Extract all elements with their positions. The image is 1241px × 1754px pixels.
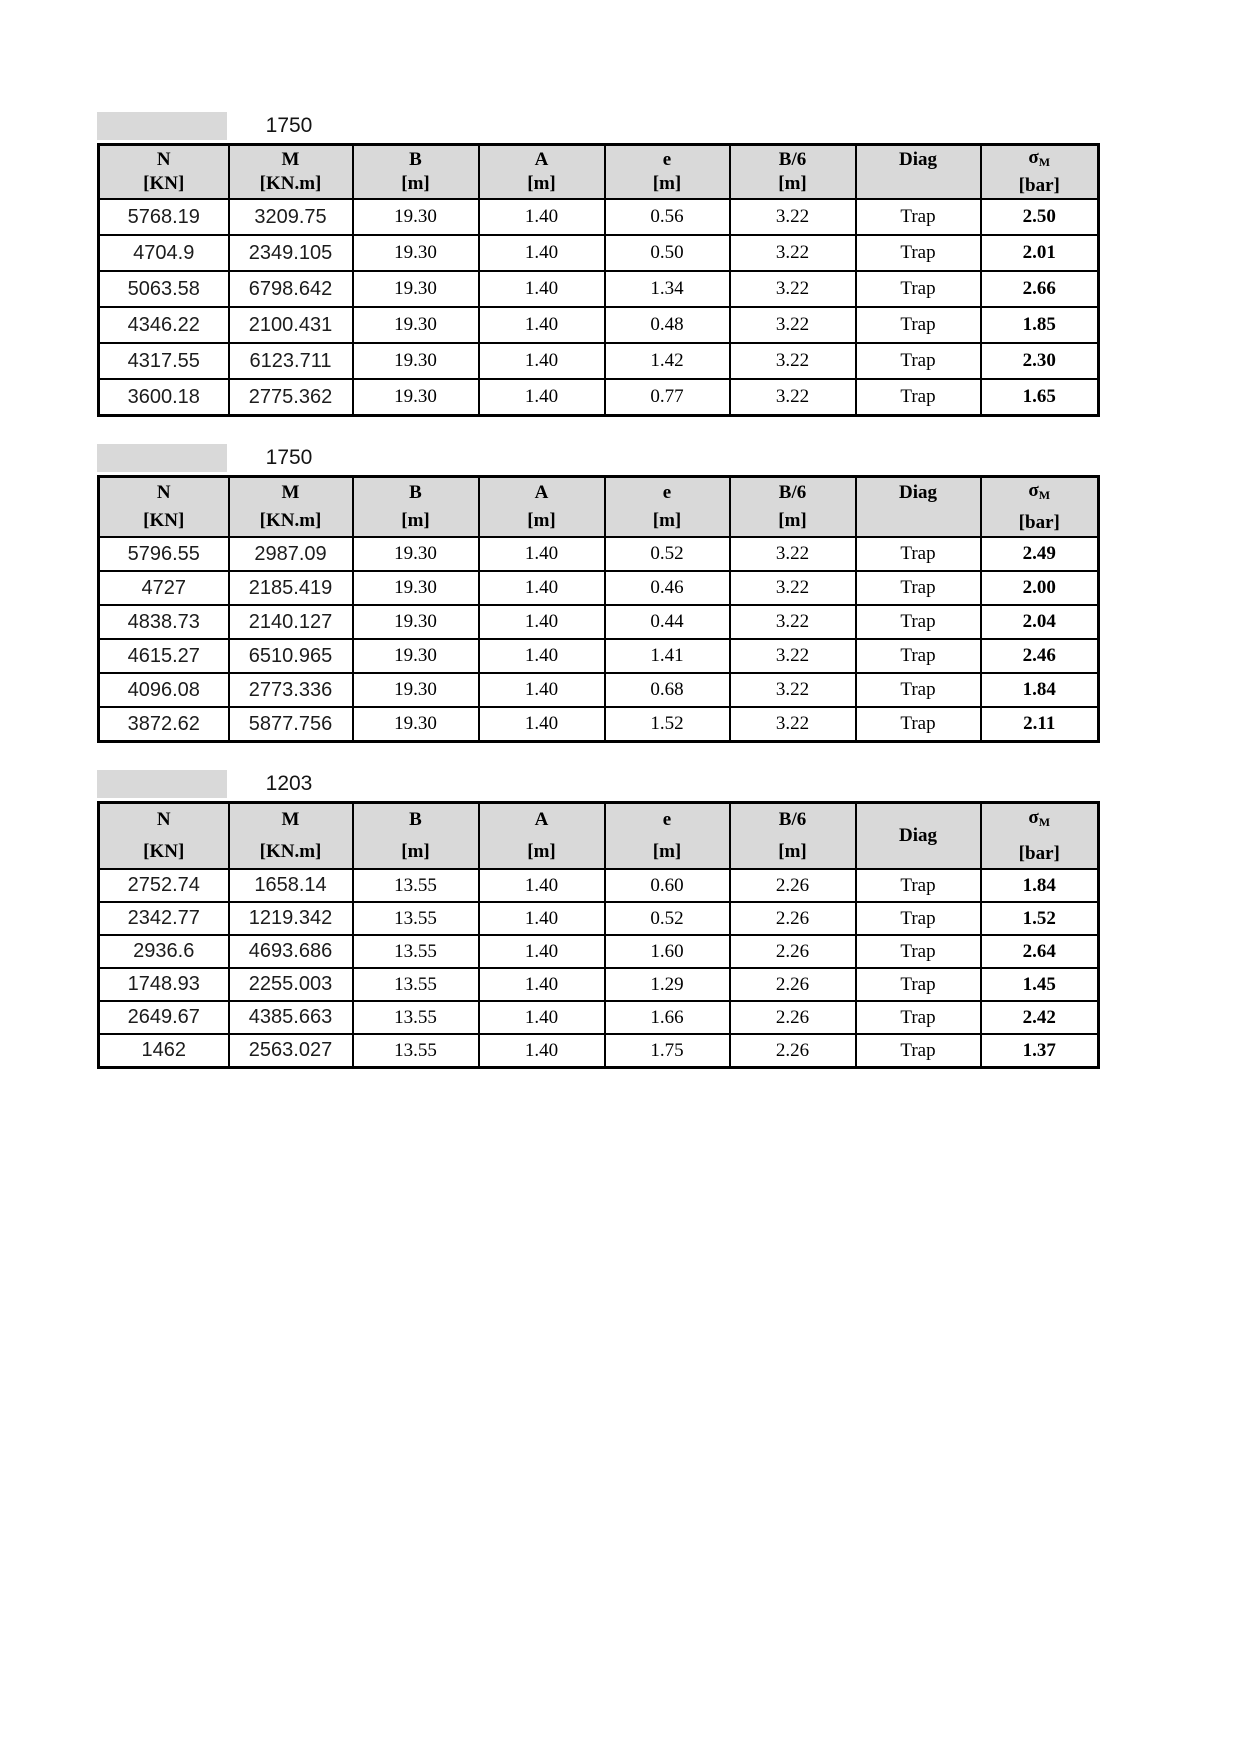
table-section [97, 444, 1100, 743]
cell-diag: Trap [856, 1001, 981, 1034]
table-label-row [97, 770, 1100, 798]
cell-e: 1.66 [605, 1001, 730, 1034]
table-row [99, 869, 1099, 902]
cell-diag: Trap [856, 307, 981, 343]
cell-m: 2773.336 [229, 673, 353, 707]
cell-b: 13.55 [353, 1034, 479, 1068]
column-title: A [534, 809, 549, 830]
cell-sigma: 1.84 [981, 869, 1099, 902]
cell-diag: Trap [856, 605, 981, 639]
cell-m: 6510.965 [229, 639, 353, 673]
tables-container [97, 112, 1100, 1096]
table-section [97, 112, 1100, 417]
column-title: Diag [899, 149, 937, 170]
column-header-diag [856, 477, 981, 538]
cell-b: 13.55 [353, 968, 479, 1001]
cell-a: 1.40 [479, 902, 605, 935]
column-header-b6 [730, 145, 856, 200]
column-title: $\sigma_M$ [1028, 807, 1051, 829]
cell-e: 1.42 [605, 343, 730, 379]
cell-n: 5063.58 [99, 271, 229, 307]
column-title: e [662, 482, 672, 503]
cell-b6: 3.22 [730, 537, 856, 571]
table-row [99, 571, 1099, 605]
table-label-box [97, 770, 227, 798]
cell-a: 1.40 [479, 869, 605, 902]
cell-a: 1.40 [479, 537, 605, 571]
column-title: M [281, 809, 300, 830]
column-unit: [m] [401, 841, 430, 862]
column-unit: [m] [778, 841, 807, 862]
cell-b6: 3.22 [730, 379, 856, 416]
table-row [99, 935, 1099, 968]
cell-b6: 2.26 [730, 1034, 856, 1068]
cell-n: 4615.27 [99, 639, 229, 673]
cell-sigma: 1.65 [981, 379, 1099, 416]
cell-b6: 3.22 [730, 271, 856, 307]
cell-n: 5796.55 [99, 537, 229, 571]
table-row [99, 307, 1099, 343]
column-title: B [409, 482, 422, 503]
cell-m: 2349.105 [229, 235, 353, 271]
cell-sigma: 2.50 [981, 199, 1099, 235]
cell-diag: Trap [856, 271, 981, 307]
column-title: N [156, 482, 171, 503]
table-row [99, 673, 1099, 707]
cell-sigma: 2.01 [981, 235, 1099, 271]
cell-sigma: 2.64 [981, 935, 1099, 968]
cell-m: 2140.127 [229, 605, 353, 639]
cell-b: 19.30 [353, 673, 479, 707]
cell-b6: 3.22 [730, 707, 856, 742]
cell-diag: Trap [856, 199, 981, 235]
column-unit: [m] [778, 173, 807, 194]
cell-n: 2342.77 [99, 902, 229, 935]
cell-e: 0.52 [605, 537, 730, 571]
column-unit: [KN] [143, 510, 185, 531]
cell-a: 1.40 [479, 379, 605, 416]
cell-b: 19.30 [353, 199, 479, 235]
cell-n: 4346.22 [99, 307, 229, 343]
column-header-b6 [730, 477, 856, 538]
cell-n: 2936.6 [99, 935, 229, 968]
column-header-b6 [730, 803, 856, 870]
column-title: Diag [899, 482, 937, 503]
cell-diag: Trap [856, 902, 981, 935]
column-unit: [KN.m] [259, 510, 322, 531]
table-label: 1750 [265, 446, 313, 469]
column-title: B/6 [778, 149, 807, 170]
cell-sigma: 1.45 [981, 968, 1099, 1001]
cell-sigma: 2.00 [981, 571, 1099, 605]
cell-m: 2255.003 [229, 968, 353, 1001]
cell-diag: Trap [856, 673, 981, 707]
cell-b: 13.55 [353, 1001, 479, 1034]
cell-sigma: 1.84 [981, 673, 1099, 707]
cell-n: 2649.67 [99, 1001, 229, 1034]
cell-e: 1.52 [605, 707, 730, 742]
table-row [99, 199, 1099, 235]
cell-b: 13.55 [353, 869, 479, 902]
column-header-m [229, 803, 353, 870]
cell-b6: 2.26 [730, 1001, 856, 1034]
column-unit: [m] [527, 841, 556, 862]
column-header-m [229, 145, 353, 200]
table-row [99, 639, 1099, 673]
cell-diag: Trap [856, 968, 981, 1001]
cell-e: 0.46 [605, 571, 730, 605]
cell-m: 2987.09 [229, 537, 353, 571]
cell-b6: 2.26 [730, 869, 856, 902]
cell-b: 19.30 [353, 605, 479, 639]
cell-b6: 3.22 [730, 199, 856, 235]
column-title: A [534, 149, 549, 170]
table-label-box [97, 444, 227, 472]
cell-sigma: 2.42 [981, 1001, 1099, 1034]
cell-b: 19.30 [353, 343, 479, 379]
cell-e: 0.44 [605, 605, 730, 639]
table-row [99, 379, 1099, 416]
cell-a: 1.40 [479, 673, 605, 707]
table-row [99, 968, 1099, 1001]
cell-diag: Trap [856, 707, 981, 742]
cell-e: 1.75 [605, 1034, 730, 1068]
cell-sigma: 1.85 [981, 307, 1099, 343]
cell-b6: 3.22 [730, 307, 856, 343]
column-header-a [479, 477, 605, 538]
cell-n: 4727 [99, 571, 229, 605]
header-row [99, 145, 1099, 200]
table-row [99, 707, 1099, 742]
column-unit: [KN] [143, 173, 185, 194]
cell-a: 1.40 [479, 707, 605, 742]
cell-b: 19.30 [353, 307, 479, 343]
column-title: e [662, 149, 672, 170]
column-title: M [281, 149, 300, 170]
cell-diag: Trap [856, 235, 981, 271]
cell-m: 3209.75 [229, 199, 353, 235]
cell-b6: 2.26 [730, 902, 856, 935]
column-header-a [479, 145, 605, 200]
column-unit: [KN.m] [259, 173, 322, 194]
column-header-a [479, 803, 605, 870]
column-header-diag [856, 145, 981, 200]
column-unit: [m] [652, 173, 682, 194]
cell-n: 4096.08 [99, 673, 229, 707]
column-unit: [m] [401, 510, 430, 531]
column-header-sigma [981, 145, 1099, 200]
cell-n: 1462 [99, 1034, 229, 1068]
column-unit: [KN] [143, 841, 185, 862]
cell-diag: Trap [856, 571, 981, 605]
column-header-n [99, 477, 229, 538]
header-row [99, 803, 1099, 870]
cell-sigma: 2.46 [981, 639, 1099, 673]
cell-sigma: 2.49 [981, 537, 1099, 571]
table-label: 1203 [265, 772, 313, 795]
column-header-e [605, 803, 730, 870]
cell-a: 1.40 [479, 605, 605, 639]
table-row [99, 1001, 1099, 1034]
table-label-row [97, 112, 1100, 140]
cell-m: 6123.711 [229, 343, 353, 379]
column-header-n [99, 803, 229, 870]
cell-m: 1219.342 [229, 902, 353, 935]
table-label: 1750 [265, 114, 313, 137]
column-unit: [m] [401, 173, 430, 194]
cell-sigma: 2.04 [981, 605, 1099, 639]
cell-b: 19.30 [353, 571, 479, 605]
column-title: B/6 [778, 809, 807, 830]
column-unit: [m] [652, 841, 682, 862]
cell-m: 2775.362 [229, 379, 353, 416]
cell-a: 1.40 [479, 968, 605, 1001]
column-unit: [KN.m] [259, 841, 322, 862]
cell-a: 1.40 [479, 343, 605, 379]
cell-m: 5877.756 [229, 707, 353, 742]
table-row [99, 605, 1099, 639]
cell-b6: 3.22 [730, 673, 856, 707]
column-unit: [m] [527, 510, 556, 531]
cell-n: 4317.55 [99, 343, 229, 379]
cell-b: 19.30 [353, 379, 479, 416]
column-title: B [409, 149, 422, 170]
cell-a: 1.40 [479, 1001, 605, 1034]
column-title-subscript: M [1038, 155, 1051, 169]
cell-m: 6798.642 [229, 271, 353, 307]
cell-n: 4704.9 [99, 235, 229, 271]
cell-m: 4693.686 [229, 935, 353, 968]
cell-b: 19.30 [353, 271, 479, 307]
cell-n: 4838.73 [99, 605, 229, 639]
cell-e: 0.56 [605, 199, 730, 235]
column-header-m [229, 477, 353, 538]
cell-m: 1658.14 [229, 869, 353, 902]
cell-a: 1.40 [479, 1034, 605, 1068]
column-header-diag [856, 803, 981, 870]
cell-b: 19.30 [353, 707, 479, 742]
cell-b6: 3.22 [730, 639, 856, 673]
cell-b6: 3.22 [730, 235, 856, 271]
column-title: B/6 [778, 482, 807, 503]
table-row [99, 343, 1099, 379]
cell-b6: 3.22 [730, 571, 856, 605]
cell-m: 4385.663 [229, 1001, 353, 1034]
cell-sigma: 2.11 [981, 707, 1099, 742]
table-row [99, 902, 1099, 935]
cell-b6: 2.26 [730, 935, 856, 968]
column-title: M [281, 482, 300, 503]
cell-diag: Trap [856, 869, 981, 902]
column-title: B [409, 809, 422, 830]
cell-n: 1748.93 [99, 968, 229, 1001]
column-title: N [156, 149, 171, 170]
cell-diag: Trap [856, 343, 981, 379]
cell-e: 0.68 [605, 673, 730, 707]
table-section [97, 770, 1100, 1069]
column-unit: [bar] [1018, 843, 1060, 864]
cell-e: 0.50 [605, 235, 730, 271]
cell-a: 1.40 [479, 199, 605, 235]
cell-diag: Trap [856, 935, 981, 968]
cell-m: 2100.431 [229, 307, 353, 343]
cell-a: 1.40 [479, 935, 605, 968]
table-label-box [97, 112, 227, 140]
cell-b6: 2.26 [730, 968, 856, 1001]
cell-e: 0.52 [605, 902, 730, 935]
cell-diag: Trap [856, 537, 981, 571]
cell-b: 13.55 [353, 902, 479, 935]
cell-sigma: 2.66 [981, 271, 1099, 307]
cell-n: 2752.74 [99, 869, 229, 902]
cell-diag: Trap [856, 639, 981, 673]
column-unit: [bar] [1018, 512, 1060, 533]
table-row [99, 537, 1099, 571]
cell-a: 1.40 [479, 307, 605, 343]
cell-a: 1.40 [479, 271, 605, 307]
column-title: $\sigma_M$ [1028, 147, 1051, 169]
cell-m: 2185.419 [229, 571, 353, 605]
column-unit: [m] [652, 510, 682, 531]
column-header-b [353, 145, 479, 200]
cell-b6: 3.22 [730, 605, 856, 639]
cell-e: 1.34 [605, 271, 730, 307]
column-header-e [605, 477, 730, 538]
column-title-subscript: M [1038, 488, 1051, 502]
cell-b6: 3.22 [730, 343, 856, 379]
column-title-subscript: M [1038, 815, 1051, 829]
cell-e: 1.29 [605, 968, 730, 1001]
cell-m: 2563.027 [229, 1034, 353, 1068]
data-table [97, 801, 1100, 1069]
column-header-n [99, 145, 229, 200]
cell-b: 13.55 [353, 935, 479, 968]
cell-b: 19.30 [353, 235, 479, 271]
cell-b: 19.30 [353, 537, 479, 571]
column-title: e [662, 809, 672, 830]
cell-sigma: 1.37 [981, 1034, 1099, 1068]
column-header-sigma [981, 477, 1099, 538]
column-unit: [m] [778, 510, 807, 531]
table-label-row [97, 444, 1100, 472]
cell-n: 3872.62 [99, 707, 229, 742]
cell-a: 1.40 [479, 235, 605, 271]
column-header-b [353, 477, 479, 538]
cell-e: 1.60 [605, 935, 730, 968]
cell-e: 0.48 [605, 307, 730, 343]
column-title: A [534, 482, 549, 503]
cell-e: 1.41 [605, 639, 730, 673]
cell-sigma: 1.52 [981, 902, 1099, 935]
table-row [99, 235, 1099, 271]
cell-n: 3600.18 [99, 379, 229, 416]
cell-e: 0.77 [605, 379, 730, 416]
cell-n: 5768.19 [99, 199, 229, 235]
data-table [97, 475, 1100, 743]
cell-b: 19.30 [353, 639, 479, 673]
cell-e: 0.60 [605, 869, 730, 902]
cell-a: 1.40 [479, 571, 605, 605]
table-row [99, 271, 1099, 307]
cell-diag: Trap [856, 379, 981, 416]
cell-sigma: 2.30 [981, 343, 1099, 379]
column-header-sigma [981, 803, 1099, 870]
column-unit: [m] [527, 173, 556, 194]
column-header-b [353, 803, 479, 870]
table-row [99, 1034, 1099, 1068]
column-title: Diag [899, 825, 937, 846]
data-table [97, 143, 1100, 417]
column-title: $\sigma_M$ [1028, 480, 1051, 502]
column-unit: [bar] [1018, 175, 1060, 196]
header-row [99, 477, 1099, 538]
cell-diag: Trap [856, 1034, 981, 1068]
column-title: N [156, 809, 171, 830]
cell-a: 1.40 [479, 639, 605, 673]
column-header-e [605, 145, 730, 200]
